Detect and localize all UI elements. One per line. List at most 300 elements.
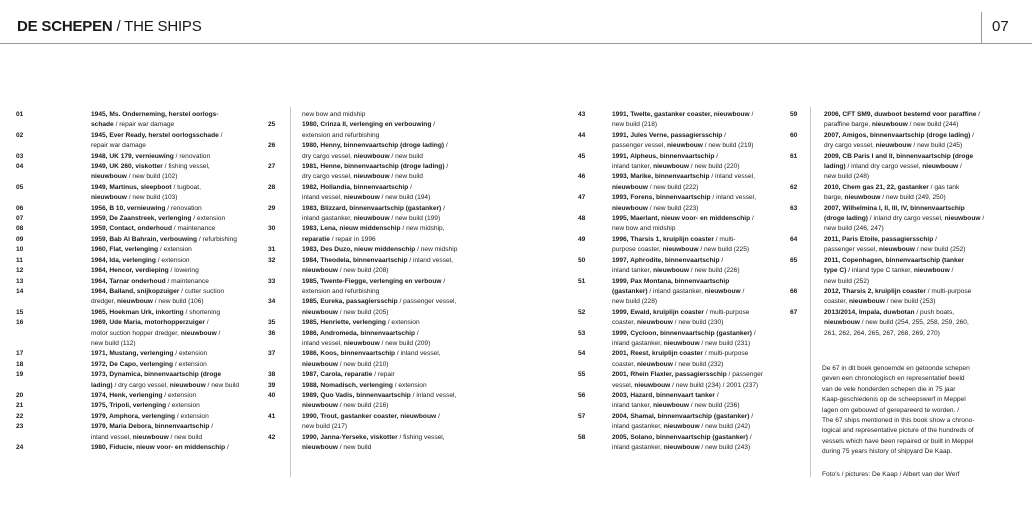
ship-entry	[16, 266, 239, 276]
ship-entry-text: / new build (209)	[379, 339, 431, 347]
ship-entry-text: new bow and midship	[302, 111, 366, 118]
ship-entry-text: / new build (103)	[126, 194, 178, 202]
ship-entry-text: / inland gastanker,	[647, 287, 705, 295]
ship-entry-bold-text: 1980, Henny, binnenvaartschip (droge lading)	[302, 142, 445, 150]
ship-entry-bold-text: nieuwbouw	[653, 163, 689, 171]
ship-entry-text: / new build (253)	[884, 298, 936, 306]
ship-entry-text: / fishing vessel,	[162, 163, 210, 171]
ship-entry-text: /	[749, 412, 754, 420]
ship-entry-number: 19	[16, 371, 24, 379]
ship-entry-number: 21	[16, 402, 24, 410]
page-header	[0, 0, 1032, 44]
ship-entry-text: /	[970, 131, 974, 139]
ship-entry-text: / new build (220)	[688, 163, 740, 171]
ship-entry-line	[578, 360, 763, 370]
ship-entry-text: / inland vessel,	[709, 173, 755, 181]
ship-entry-text: barge,	[824, 194, 845, 202]
ship-entry-line	[16, 339, 239, 349]
ship-entry-number: 15	[16, 308, 24, 316]
ship-entry-line	[578, 224, 763, 234]
ship-entry-text: new build (218)	[612, 121, 658, 129]
ship-entry-line	[578, 120, 763, 130]
ship-entry-bold-text: nieuwbouw	[871, 121, 908, 129]
ship-entry-bold-text: 1984, Theodela, binnenvaartschip	[302, 256, 408, 264]
ship-entry-bold-text: 2007, Amigos, binnenvaartschip (droge lading)	[824, 131, 971, 139]
ship-entry-line	[578, 422, 763, 432]
header-rule	[0, 43, 1032, 44]
ship-entry-line	[790, 204, 984, 214]
ship-entry-line	[268, 308, 457, 318]
ship-entry	[268, 120, 457, 141]
ship-entry-text: / lowering	[168, 267, 199, 275]
ship-entry-bold-text: 1986, Koos, binnenvaartschip	[302, 350, 396, 358]
ship-entry-text: / new build	[168, 433, 203, 441]
ship-entry	[16, 131, 239, 152]
ship-entry-text: / new build (244)	[907, 121, 959, 129]
ship-entry-bold-text: 2004, Shamal, binnenvaartschip (gastanker)	[612, 412, 750, 420]
ship-entry	[16, 360, 239, 370]
ship-entry-bold-text: 2001, Rhein Flaxler, passagiersschip	[612, 371, 727, 379]
ship-entry-text: / new build (252)	[914, 246, 966, 254]
ship-entry-text: / new build (199)	[389, 215, 441, 223]
ship-entry	[578, 349, 763, 370]
ship-entry-bold-text: 1991, Alpheus, binnenvaartschip	[612, 152, 715, 160]
ship-entry-bold-text: type C)	[824, 267, 847, 275]
intro-line-dutch: geven een chronologisch en representatief beeld	[822, 375, 965, 383]
ship-entry-bold-text: nieuwbouw	[875, 142, 912, 150]
ship-entry-number: 46	[578, 173, 586, 181]
ship-entry	[16, 235, 239, 245]
ship-entry-line	[16, 204, 239, 214]
ship-entry	[16, 370, 239, 391]
ship-entry-number: 24	[16, 444, 24, 451]
ship-entry-bold-text: 1988, Nomadisch, verlenging	[302, 381, 393, 389]
ship-entry-text: new build (248)	[824, 173, 870, 181]
ship-entry-bold-text: 1964, Tarnar onderhoud	[91, 277, 166, 285]
ship-entry-text: / renovation	[165, 204, 202, 212]
ship-entry-text: extension and refurbishing	[302, 287, 380, 295]
ship-entry-text: / new build (102)	[126, 173, 178, 181]
ship-entry-line	[790, 224, 984, 234]
ship-entry-bold-text: 1959, Contact, onderhoud	[91, 225, 172, 233]
ship-entry-bold-text: 1964, Balland, snijkopzuiger	[91, 287, 180, 295]
ship-entry-text: / push boats,	[914, 308, 955, 316]
ship-entry-number: 01	[16, 111, 24, 118]
ship-entry-number: 62	[790, 183, 798, 191]
ship-entry-line	[790, 141, 984, 151]
ship-entry-line	[790, 110, 984, 120]
ship-entry-bold-text: 2001, Reest, kruiplijn coaster	[612, 350, 703, 358]
ship-entry-text: / extension	[175, 412, 209, 420]
ship-entry-text: inland tanker,	[612, 163, 654, 171]
ship-entry-line	[268, 349, 457, 359]
intro-line-english: during 75 years history of shipyard De Kaap.	[822, 448, 953, 456]
ship-entry	[268, 183, 457, 204]
ship-entry-text: / new build (254, 255, 258, 259, 260,	[859, 319, 969, 327]
ship-entry-bold-text: nieuwbouw	[302, 402, 338, 410]
ship-entry	[578, 110, 763, 131]
ship-entry-text: /	[751, 329, 756, 337]
ship-entry-line	[790, 152, 984, 162]
ship-entry-number: 48	[578, 215, 586, 223]
ship-entry-text: inland vessel,	[302, 339, 344, 347]
ship-entry-text: / new build (219)	[702, 142, 754, 150]
ship-entry-line	[16, 172, 239, 182]
ship-entry-text: / multi-purpose	[925, 287, 972, 295]
ship-entry	[16, 110, 239, 131]
ship-entry-line	[790, 277, 984, 287]
ship-entry-text: / cutter suction	[179, 287, 225, 295]
ship-entry-line	[790, 318, 984, 328]
ship-entry	[16, 349, 239, 359]
ship-entry	[578, 277, 763, 308]
ship-entry-line	[268, 172, 457, 182]
ship-entry-number: 29	[268, 204, 276, 212]
ship-entry-text: extension and refurbishing	[302, 131, 380, 139]
ship-entry-bold-text: 2005, Solano, binnenvaartschip (gastanker)	[612, 433, 748, 441]
ship-entry-line	[578, 131, 763, 141]
ship-entry-bold-text: 2010, Chem gas 21, 22, gastanker	[824, 183, 929, 191]
ship-entry-line	[16, 245, 239, 255]
ship-entry	[16, 204, 239, 214]
ship-entry-line	[16, 433, 239, 443]
intro-line-dutch: lagen om gebouwd of gerepareerd te worden. /	[822, 406, 960, 414]
ship-entry-line	[16, 224, 239, 234]
ship-entry-bold-text: nieuwbouw	[653, 402, 689, 410]
ship-entry-text: inland tanker,	[612, 402, 654, 410]
ship-entry-number: 36	[268, 329, 276, 337]
ship-entry-number: 60	[790, 131, 798, 139]
ship-entry-text: / extension	[173, 360, 207, 368]
ship-entry-bold-text: nieuwbouw	[663, 444, 700, 451]
ship-entry-text: / repair war damage	[113, 121, 175, 129]
ship-entry-bold-text: 1981, Henne, binnenvaartschip (droge lading)	[302, 163, 445, 171]
ship-entry-bold-text: 1979, Amphora, verlenging	[91, 412, 176, 420]
ship-entry-text: dry cargo vessel,	[302, 152, 354, 160]
ship-entry-text: / new build (245)	[911, 142, 963, 150]
ship-entry-text: /	[225, 444, 229, 451]
ship-entry-bold-text: schade	[91, 121, 114, 129]
ship-entry-text: inland gastanker,	[612, 444, 664, 451]
ship-entry-bold-text: 1949, Martinus, sleepboot	[91, 183, 172, 191]
ship-entry-number: 52	[578, 308, 586, 316]
intro-line-english: vessels which have been repaired or built in Meppel	[822, 437, 974, 445]
ship-entry-line	[16, 287, 239, 297]
ship-entry-number: 43	[578, 111, 586, 118]
ship-entry-number: 13	[16, 277, 24, 285]
ship-entry-text: /	[958, 163, 962, 171]
ship-entry-line	[268, 370, 457, 380]
intro-line-dutch: Kaap-geschiedenis op de scheepswerf in Meppel	[822, 396, 966, 404]
ship-entry-bold-text: nieuwbouw	[878, 246, 915, 254]
ship-entry-line	[578, 287, 763, 297]
ship-entry-number: 66	[790, 287, 798, 295]
ship-entry-number: 49	[578, 235, 586, 243]
ship-entry-bold-text: 1975, Tripoli, verlenging	[91, 402, 167, 410]
ship-entry-text: /	[444, 163, 449, 171]
ship-entry-number: 63	[790, 204, 798, 212]
ship-list-column-1	[16, 110, 239, 453]
page-title	[17, 18, 202, 36]
ship-entry-text: / fishing vessel,	[397, 433, 445, 441]
ship-entry-line	[268, 381, 457, 391]
intro-line-dutch: van de vele honderden schepen die in 75 jaar	[822, 385, 956, 393]
ship-entry-bold-text: nieuwbouw	[848, 298, 885, 306]
ship-entry	[268, 256, 457, 277]
ship-entry-text: / new build (249, 250)	[880, 194, 946, 202]
ship-entry-text: /	[414, 329, 419, 337]
ship-entry-text: vessel,	[612, 381, 635, 389]
ship-entry-number: 11	[16, 256, 23, 264]
ship-entry-line	[790, 162, 984, 172]
ship-entry-line	[16, 277, 239, 287]
ship-entry-text: inland gastanker,	[302, 215, 354, 223]
ship-entry-bold-text: nieuwbouw	[922, 163, 959, 171]
ship-entry-line	[268, 235, 457, 245]
ship-entry-text: new build (228)	[612, 298, 658, 306]
ship-entry-line	[16, 120, 239, 130]
ship-entry	[578, 433, 763, 454]
ship-entry-number: 58	[578, 433, 586, 441]
ship-entry	[790, 152, 984, 183]
ship-entry-number: 09	[16, 235, 24, 243]
ship-entry-text: / maintenance	[171, 225, 216, 233]
ship-entry-text: / multi-	[713, 235, 736, 243]
ship-entry-number: 16	[16, 319, 24, 327]
ship-entry-number: 37	[268, 350, 276, 358]
ship-entry-text: / new build	[337, 444, 372, 451]
ship-entry-text: motor suction hopper dredger,	[91, 329, 181, 337]
intro-line-dutch: De 67 in dit boek genoemde en getoonde schepen	[822, 365, 970, 372]
ship-entry-text: coaster,	[824, 298, 849, 306]
ship-entry	[16, 152, 239, 162]
ship-entry-text: / new build (242)	[699, 423, 751, 431]
ship-entry-number: 47	[578, 194, 586, 202]
ship-entry-line	[790, 245, 984, 255]
ship-entry-text: / gas tank	[928, 183, 960, 191]
ship-entry-text: / new build (230)	[672, 319, 724, 327]
ship-entry-text: purpose coaster,	[612, 246, 663, 254]
ship-entry-number: 17	[16, 350, 24, 358]
ship-entry-text: coaster,	[612, 360, 637, 368]
ship-entry-line	[268, 287, 457, 297]
ship-entry-line	[16, 318, 239, 328]
ship-entry-line	[790, 120, 984, 130]
page-number: 07	[992, 18, 1009, 35]
ship-entry	[16, 318, 239, 349]
ship-entry-text: passenger vessel,	[824, 246, 879, 254]
ship-entry-line	[268, 360, 457, 370]
ship-entry-number: 02	[16, 131, 24, 139]
ship-entry-number: 12	[16, 267, 24, 275]
ship-entry-bold-text: 2012, Tharsis 2, kruiplijn coaster	[824, 287, 926, 295]
ship-entry-number: 04	[16, 163, 24, 171]
ship-entry-line	[578, 193, 763, 203]
ship-entry-line	[268, 391, 457, 401]
ship-entry-text: dredger,	[91, 298, 118, 306]
ship-entry-number: 59	[790, 111, 798, 118]
ship-entry-number: 27	[268, 163, 276, 171]
ship-entry-line	[578, 297, 763, 307]
ship-entry-line	[578, 401, 763, 411]
ship-entry-text: /	[436, 412, 440, 420]
ship-entry-text: / extension	[385, 319, 420, 327]
ship-entry-line	[790, 297, 984, 307]
ship-entry-bold-text: 1983, Blizzard, binnenvaartschip (gastanker)	[302, 204, 442, 212]
ship-entry-line	[16, 193, 239, 203]
ship-entry	[16, 183, 239, 204]
ship-entry	[16, 214, 239, 224]
ship-entry-text: new build (252)	[824, 277, 870, 285]
ship-entry-line	[790, 235, 984, 245]
ship-entry	[268, 370, 457, 380]
ship-entry-line	[268, 214, 457, 224]
ship-entry-number: 39	[268, 381, 276, 389]
ship-entry-number: 07	[16, 215, 24, 223]
ship-entry-text: / inland vessel,	[407, 256, 453, 264]
ship-entry-line	[578, 370, 763, 380]
ship-entry	[578, 172, 763, 193]
ship-entry-number: 05	[16, 183, 24, 191]
ship-entry-text: passenger vessel,	[612, 142, 667, 150]
ship-entry-text: / new build	[205, 381, 240, 389]
ship-entry	[578, 214, 763, 235]
ship-entry	[268, 224, 457, 245]
ship-entry-number: 40	[268, 391, 276, 399]
ship-entry-line	[16, 110, 239, 120]
ship-entry-text: / multi-purpose	[703, 308, 750, 316]
ship-entry-text: / new midship	[415, 246, 458, 254]
ship-entry-line	[578, 141, 763, 151]
ship-entry-text: / new build (194)	[379, 194, 431, 202]
ship-entry	[16, 443, 239, 453]
ship-entry-bold-text: 1980, Crinza II, verlenging en verbouwing	[302, 121, 432, 129]
ship-entry-line	[16, 308, 239, 318]
ship-entry	[268, 349, 457, 370]
ship-entry-text: /	[441, 204, 445, 212]
ship-entry-line	[16, 235, 239, 245]
ship-entry-line	[16, 412, 239, 422]
ship-entry	[578, 412, 763, 433]
ship-entry-text: dry cargo vessel,	[824, 142, 876, 150]
ship-entry-bold-text: 1965, Hoekman Urk, inkorting	[91, 308, 184, 316]
ship-entry-line	[268, 120, 457, 130]
ship-entry-number: 51	[578, 277, 586, 285]
ship-entry-bold-text: nieuwbouw	[302, 267, 338, 275]
ship-entry-number: 22	[16, 412, 24, 420]
ship-entry-number: 53	[578, 329, 586, 337]
ship-entry-bold-text: 1999, Pax Montana, binnenvaartschip	[612, 277, 730, 285]
ship-entry	[578, 329, 763, 350]
page-title-subtitle: / THE SHIPS	[112, 18, 202, 35]
ship-entry-bold-text: 2011, Paris Etoile, passagiersschip	[824, 235, 934, 243]
ship-entry-text: / multi-purpose	[702, 350, 749, 358]
ship-entry	[578, 152, 763, 173]
ship-entry-text: dry cargo vessel,	[302, 173, 354, 181]
ship-entry	[268, 277, 457, 298]
ship-entry-text: new bow and midship	[612, 225, 676, 233]
ship-entry-text: / extension	[162, 391, 197, 399]
ship-entry	[268, 329, 457, 350]
ship-entry-line	[578, 391, 763, 401]
ship-entry-text: 261, 262, 264, 265, 267, 268, 269, 270)	[824, 329, 940, 337]
ship-entry-text: inland vessel,	[302, 194, 344, 202]
ship-entry-text: /	[431, 121, 436, 129]
ship-entry-text: /	[976, 111, 981, 118]
ship-entry	[790, 183, 984, 204]
ship-entry-line	[268, 162, 457, 172]
ship-entry-bold-text: nieuwbouw	[634, 381, 671, 389]
ship-entry-number: 30	[268, 225, 276, 233]
ship-list-column-3	[578, 110, 763, 453]
ship-entry-line	[268, 204, 457, 214]
ship-entry-line	[16, 329, 239, 339]
ship-list-column-4	[790, 110, 984, 339]
ship-entry-bold-text: 1987, Carola, reparatie	[302, 371, 373, 379]
ship-entry	[16, 308, 239, 318]
ship-entry	[268, 412, 457, 433]
ship-entry-text: / new build (231)	[699, 339, 751, 347]
ship-entry-bold-text: nieuwbouw	[302, 444, 338, 451]
ship-entry-bold-text: 2013/2014, Impala, duwbotan	[824, 308, 915, 316]
ship-entry	[790, 308, 984, 339]
ship-entry-text: / extension	[392, 381, 427, 389]
ship-entry-line	[578, 433, 763, 443]
ship-entry-text: /	[933, 235, 937, 243]
ship-entry-bold-text: nieuwbouw	[353, 152, 390, 160]
ship-entry-line	[16, 422, 239, 432]
ship-entry	[790, 204, 984, 235]
ship-entry-text: / repair in 1996	[329, 235, 376, 243]
ship-entry-line	[578, 277, 763, 287]
ship-entry-text: / new build (216)	[337, 402, 389, 410]
ship-entry-text: / renovation	[173, 152, 211, 160]
ship-entry-bold-text: 1999, Ewald, kruiplijn coaster	[612, 308, 704, 316]
ship-entry-bold-text: 2003, Hazard, binnenvaart tanker	[612, 391, 715, 399]
ship-entry-bold-text: 1989, Quo Vadis, binnenvaartschip	[302, 391, 411, 399]
ship-entry-line	[578, 183, 763, 193]
ship-entry-text: /	[722, 131, 727, 139]
ship-entry-line	[578, 214, 763, 224]
ship-entry-text: inland vessel,	[91, 433, 133, 441]
ship-entry-text: / passenger	[726, 371, 764, 379]
ship-entry-bold-text: reparatie	[302, 235, 330, 243]
ship-entry	[578, 235, 763, 256]
ship-entry	[16, 277, 239, 287]
ship-entry-line	[790, 256, 984, 266]
intro-line-english: The 67 ships mentioned in this book show a chrono-	[822, 417, 975, 425]
ship-entry-bold-text: 1996, Tharsis 1, kruiplijn coaster	[612, 235, 714, 243]
ship-entry-text: new build (112)	[91, 339, 136, 347]
ship-entry-bold-text: 1999, Cycloon, binnenvaartschip (gastanker)	[612, 329, 752, 337]
ship-entry-number: 41	[268, 412, 276, 420]
ship-entry-bold-text: nieuwbouw	[663, 423, 700, 431]
ship-entry-line	[16, 152, 239, 162]
ship-entry-number: 25	[268, 121, 276, 129]
ship-entry	[578, 256, 763, 277]
ship-entry-bold-text: nieuwbouw	[824, 319, 860, 327]
ship-entry-bold-text: 1945, Ms. Onderneming, herstel oorlogs-	[91, 111, 219, 118]
ship-entry-bold-text: lading)	[824, 163, 846, 171]
ship-entry-number: 55	[578, 371, 586, 379]
ship-entry-line	[268, 277, 457, 287]
ship-entry-bold-text: 1971, Mustang, verlenging	[91, 350, 174, 358]
ship-entry-line	[268, 224, 457, 234]
ship-entry-line	[268, 433, 457, 443]
ship-entry-line	[16, 401, 239, 411]
ship-entry-text: / new build (106)	[152, 298, 204, 306]
photo-credit-text: Foto's / pictures: De Kaap / Albert van der Werf	[822, 471, 960, 478]
